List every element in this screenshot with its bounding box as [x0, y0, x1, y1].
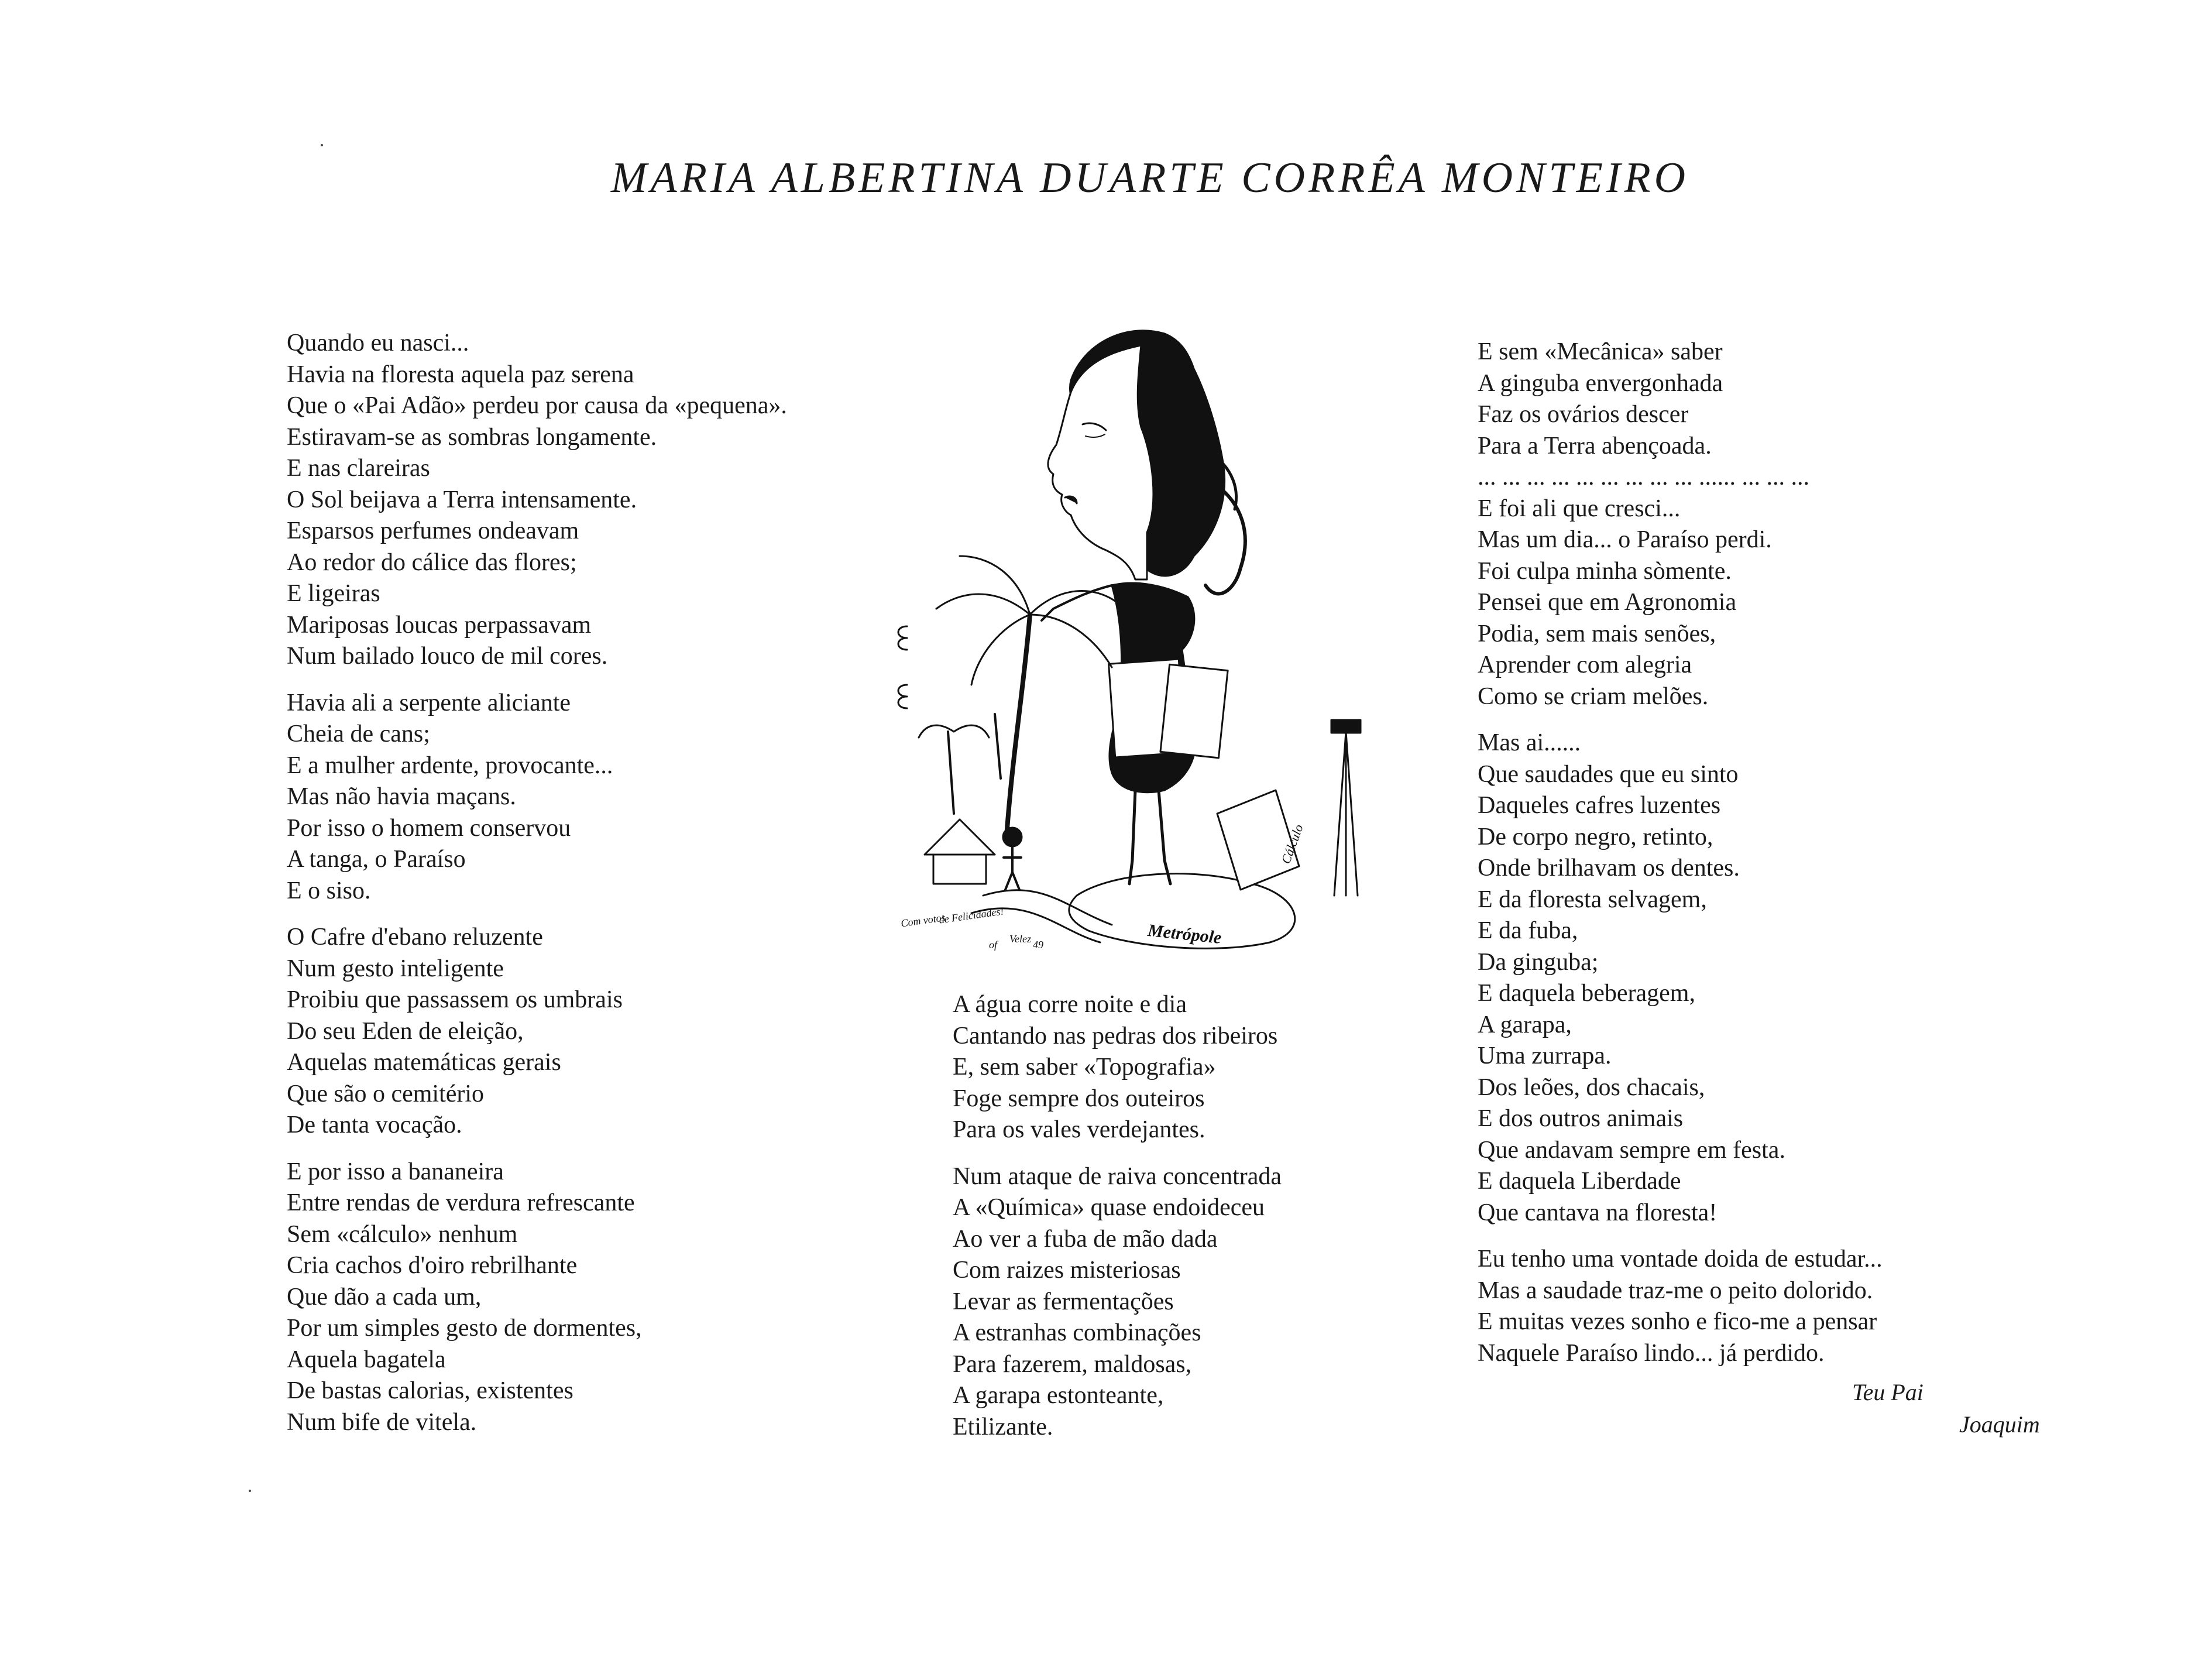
poem-line: Que são o cemitério — [287, 1080, 485, 1107]
inscription-line: Com votos — [900, 911, 946, 929]
poem-line: Para fazerem, maldosas, — [953, 1350, 1192, 1378]
poem-line: De bastas calorias, existentes — [287, 1377, 573, 1404]
signature-line-2: Joaquim — [1959, 1411, 2040, 1438]
poem-line: Sem «cálculo» nenhum — [287, 1220, 518, 1248]
poem-line: Mas ai...... — [1478, 729, 1581, 756]
poem-line: Que o «Pai Adão» perdeu por causa da «pequena». — [287, 392, 787, 419]
stanza — [1478, 337, 1883, 712]
book-calculo-label: Cálculo — [1278, 822, 1306, 866]
poem-line: Faz os ovários descer — [1478, 401, 1689, 428]
poem-line: E por isso a bananeira — [287, 1158, 504, 1185]
poem-line: Que dão a cada um, — [287, 1283, 482, 1311]
stanza — [287, 328, 787, 673]
poem-line: Do seu Eden de eleição, — [287, 1017, 524, 1045]
poem-middle-column — [953, 989, 1282, 1458]
poem-line: Cheia de cans; — [287, 721, 430, 747]
stanza — [953, 1161, 1282, 1443]
poem-line: E dos outros animais — [1478, 1105, 1684, 1132]
inscription-line: Velez — [1009, 933, 1031, 945]
inscription-line: of — [989, 939, 998, 951]
poem-line: Levar as fermentações — [953, 1288, 1174, 1315]
poem-line: A garapa, — [1478, 1011, 1572, 1038]
poem-line: Num gesto inteligente — [287, 955, 504, 982]
poem-line: De tanta vocação. — [287, 1112, 462, 1138]
poem-line: E daquela beberagem, — [1478, 980, 1695, 1007]
poem-line: Num ataque de raiva concentrada — [953, 1162, 1282, 1190]
poem-line: E foi ali que cresci... — [1478, 495, 1681, 522]
poem-line: A estranhas combinações — [953, 1319, 1201, 1346]
inscription-line: 49 — [1033, 939, 1043, 951]
poem-line: Foi culpa minha sòmente. — [1478, 557, 1732, 585]
stanza — [287, 922, 787, 1141]
poem-line: Daqueles cafres luzentes — [1478, 792, 1721, 819]
ground-label: Metrópole — [1146, 920, 1223, 948]
poem-line: E a mulher ardente, provocante... — [287, 752, 613, 779]
poem-line: E ligeiras — [287, 580, 380, 607]
poem-line: Onde brilhavam os dentes. — [1478, 855, 1740, 881]
poem-line: Dos leões, dos chacais, — [1478, 1073, 1705, 1101]
poem-line: E sem «Mecânica» saber — [1478, 338, 1723, 365]
hut — [925, 819, 995, 855]
poem-line: O Cafre d'ebano reluzente — [287, 924, 543, 951]
poem-line: Mas um dia... o Paraíso perdi. — [1478, 526, 1772, 553]
caricature-illustration — [889, 310, 1416, 972]
poem-line: A garapa estonteante, — [953, 1382, 1164, 1409]
poem-line: Foge sempre dos outeiros — [953, 1085, 1205, 1112]
poem-line: Mas a saudade traz-me o peito dolorido. — [1478, 1277, 1873, 1304]
poem-line: ... ... ... ... ... ... ... ... ... ...... ... ... ... — [1478, 464, 1809, 491]
poem-line: Esparsos perfumes ondeavam — [287, 517, 579, 544]
poem-line: Aquela bagatela — [287, 1346, 446, 1373]
poem-line: A «Química» quase endoideceu — [953, 1194, 1265, 1221]
print-speck — [249, 1490, 251, 1492]
poem-line: Ao ver a fuba de mão dada — [953, 1225, 1218, 1253]
poem-line: Pensei que em Agronomia — [1478, 589, 1737, 616]
poem-line: Naquele Paraíso lindo... já perdido. — [1478, 1339, 1825, 1367]
stanza — [1478, 1244, 1883, 1369]
poem-line: A ginguba envergonhada — [1478, 369, 1723, 397]
poem-line: Para os vales verdejantes. — [953, 1116, 1205, 1143]
poem-line: E da fuba, — [1478, 917, 1578, 944]
poem-line: Mas não havia maçans. — [287, 783, 516, 810]
poem-line: Etilizante. — [953, 1413, 1053, 1440]
poem-left-column — [287, 328, 787, 1453]
poem-line: Uma zurrapa. — [1478, 1042, 1612, 1069]
signature-line-1: Teu Pai — [1852, 1379, 1924, 1405]
poem-line: Que andavam sempre em festa. — [1478, 1136, 1785, 1164]
tripod — [1334, 732, 1358, 896]
print-speck — [321, 144, 323, 146]
poem-line: A água corre noite e dia — [953, 991, 1187, 1018]
poem-right-column — [1478, 337, 1883, 1384]
poem-line: E muitas vezes sonho e fico-me a pensar — [1478, 1308, 1877, 1335]
poem-line: Num bailado louco de mil cores. — [287, 643, 608, 670]
poem-line: E da floresta selvagem, — [1478, 886, 1707, 913]
poem-line: A tanga, o Paraíso — [287, 846, 466, 873]
poem-line: Havia na floresta aquela paz serena — [287, 361, 634, 388]
poem-line: Com raizes misteriosas — [953, 1257, 1181, 1284]
poem-line: Para a Terra abençoada. — [1478, 432, 1712, 459]
poem-line: E nas clareiras — [287, 455, 430, 482]
poem-line: E daquela Liberdade — [1478, 1168, 1681, 1195]
poem-line: O Sol beijava a Terra intensamente. — [287, 486, 637, 513]
poem-line: E o siso. — [287, 877, 371, 904]
stanza — [287, 688, 787, 907]
poem-line: Da ginguba; — [1478, 948, 1599, 976]
poem-line: Por um simples gesto de dormentes, — [287, 1315, 642, 1342]
poem-line: Ao redor do cálice das flores; — [287, 548, 577, 576]
poem-line: Por isso o homem conservou — [287, 814, 571, 842]
poem-line: Mariposas loucas perpassavam — [287, 611, 592, 639]
poem-line: Que saudades que eu sinto — [1478, 760, 1739, 788]
poem-line: Cria cachos d'oiro rebrilhante — [287, 1252, 578, 1279]
poem-line: Quando eu nasci... — [287, 330, 469, 356]
poem-line: Aquelas matemáticas gerais — [287, 1049, 561, 1076]
poem-line: Como se criam melões. — [1478, 682, 1709, 710]
poem-line: Que cantava na floresta! — [1478, 1199, 1718, 1226]
stanza — [1478, 728, 1883, 1229]
poem-line: E, sem saber «Topografia» — [953, 1054, 1216, 1081]
poem-line: De corpo negro, retinto, — [1478, 823, 1713, 850]
palm-tree — [1007, 615, 1030, 837]
poem-line: Cantando nas pedras dos ribeiros — [953, 1022, 1278, 1049]
poem-line: Num bife de vitela. — [287, 1408, 477, 1436]
poem-line: Entre rendas de verdura refrescante — [287, 1189, 635, 1216]
poem-line: Proibiu que passassem os umbrais — [287, 986, 623, 1013]
inscription-line: de Felicidades! — [938, 905, 1005, 926]
stanza — [953, 989, 1282, 1146]
poem-line: Estiravam-se as sombras longamente. — [287, 423, 657, 451]
poem-line: Podia, sem mais senões, — [1478, 620, 1716, 647]
stanza — [287, 1157, 787, 1439]
poem-line: Eu tenho uma vontade doida de estudar... — [1478, 1246, 1883, 1272]
face — [1048, 345, 1153, 579]
poem-line: Aprender com alegria — [1478, 651, 1692, 678]
page-title: MARIA ALBERTINA DUARTE CORRÊA MONTEIRO — [610, 154, 1689, 202]
poem-line: Havia ali a serpente aliciante — [287, 689, 571, 716]
